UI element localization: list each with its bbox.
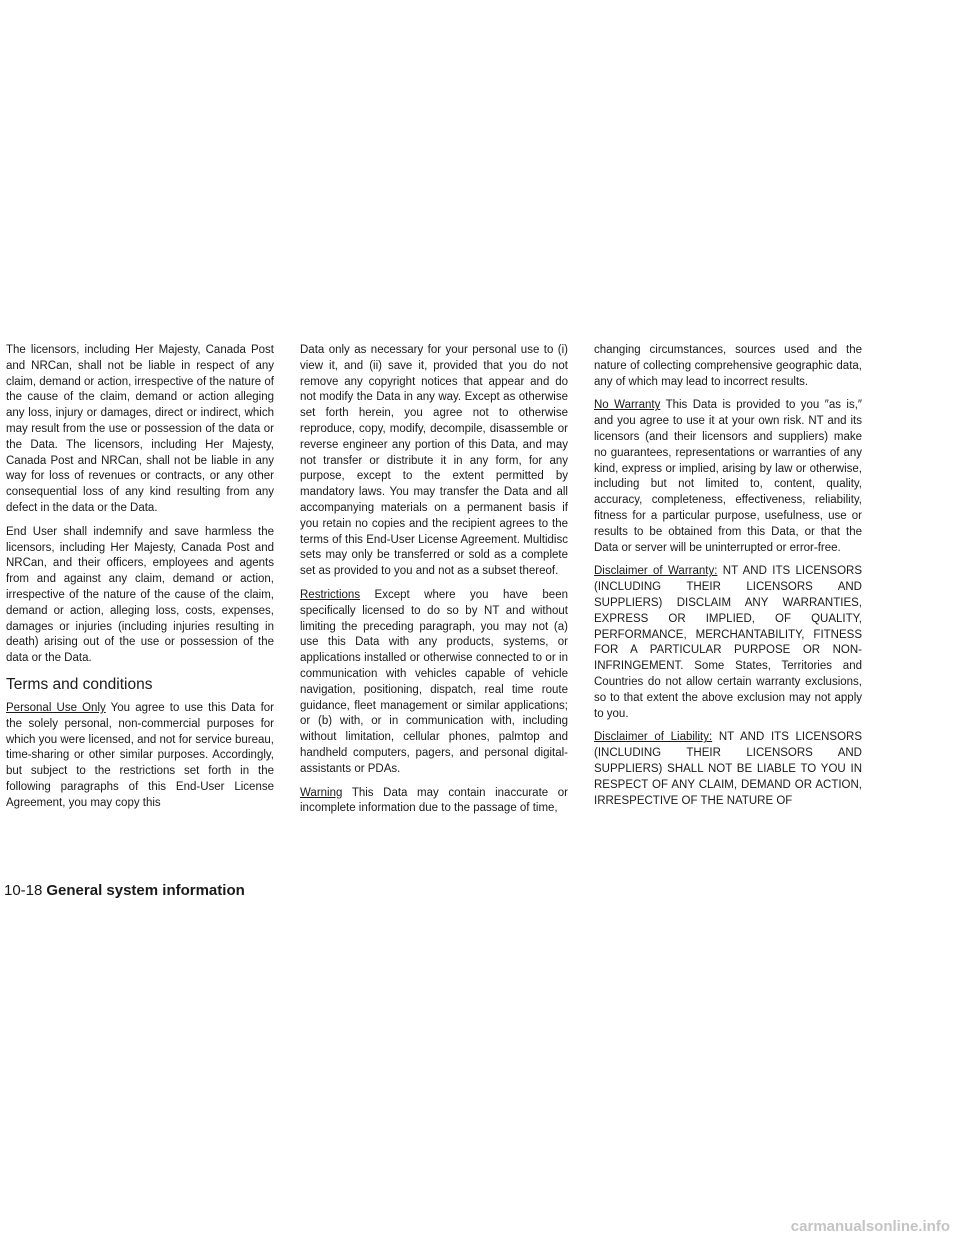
paragraph-indemnify: End User shall indemnify and save harmless the licensors, including Her Majesty, Canada Post and NRCan, and their officers, employees and agents from and against any claim, demand or action, irrespective of the nature of the cause of the claim, demand or action, alleging loss, costs, expenses, damages or injuries (including injuries resulting in death) arising out of the use or possession of the data or the Data. (6, 525, 274, 665)
paragraph-personal-use (6, 701, 274, 812)
paragraph-restrictions (300, 588, 568, 778)
term-label-disclaimer-warranty: Disclaimer of Warranty: (594, 565, 718, 578)
term-label-restrictions: Restrictions (300, 588, 361, 601)
paragraph-no-warranty (594, 398, 862, 556)
page-number: 10-18 (4, 882, 43, 899)
term-label-warning: Warning (300, 786, 343, 799)
term-text-no-warranty: This Data is provided to you ″as is,″ and you agree to use it at your own risk. NT and its licensors (and their licensors and suppliers) make no guarantees, representations or warranties of any kind, express or implied, arising by law or otherwise, including but not limited to, content, quality, accuracy, completeness, effectiveness, reliability, fitness for a particular purpose, usefulness, use or results to be obtained from this Data, or that the Data or server will be uninterrupted or error-free. (594, 399, 862, 554)
paragraph-disclaimer-warranty (594, 564, 862, 722)
paragraph-changing-circumstances: changing circumstances, sources used and the nature of collecting comprehensive geographic data, any of which may lead to incorrect results. (594, 344, 862, 388)
text-column-3 (594, 343, 862, 817)
term-label-personal-use: Personal Use Only (6, 701, 106, 714)
term-text-warning: This Data may contain inaccurate or incomplete information due to the passage of time, (300, 786, 568, 815)
term-text-personal-use: You agree to use this Data for the solely personal, non-commercial purposes for which you were licensed, and not for service bureau, time-sharing or other similar purposes. Accordingly, but subject to the restrictions set forth in the following paragraphs of this End-User License Agreement, you may copy this (6, 701, 275, 809)
term-text-disclaimer-warranty: NT AND ITS LICENSORS (INCLUDING THEIR LICENSORS AND SUPPLIERS) DISCLAIM ANY WARRANTIES, EXPRESS OR IMPLIED, OF QUALITY, PERFORMANCE, MERCHANTABILITY, FITNESS FOR A PARTICULAR PURPOSE OR NON-INFRINGEMENT. Some States, Territories and Countries do not allow certain warranty exclusions, so to that extent the above exclusion may not apply to you. (594, 565, 862, 720)
term-text-restrictions: Except where you have been specifically licensed to do so by NT and without limiting the preceding paragraph, you may not (a) use this Data with any products, systems, or applications installed or otherwise connected to or in communication with vehicles capable of vehicle navigation, positioning, dispatch, real time route guidance, fleet management or similar applications; or (b) with, or in communication with, including without limitation, cellular phones, palmtop and handheld computers, pagers, and personal digital-assistants or PDAs. (300, 588, 568, 775)
term-label-no-warranty: No Warranty (594, 399, 661, 412)
term-label-disclaimer-liability: Disclaimer of Liability: (594, 731, 713, 744)
term-text-disclaimer-liability: NT AND ITS LICENSORS (INCLUDING THEIR LICENSORS AND SUPPLIERS) SHALL NOT BE LIABLE TO YOU IN RESPECT OF ANY CLAIM, DEMAND OR ACTION, IRRESPECTIVE OF THE NATURE OF (594, 731, 862, 807)
site-watermark: carmanualsonline.info (790, 1218, 950, 1235)
footer-section-title: General system information (46, 882, 245, 899)
page-footer (4, 882, 245, 900)
paragraph-licensor-liability: The licensors, including Her Majesty, Canada Post and NRCan, shall not be liable in respect of any claim, demand or action, irrespective of the nature of the cause of the claim, demand or action alleging any loss, injury or damages, direct or indirect, which may result from the use or possession of the data or the Data. The licensors, including Her Majesty, Canada Post and NRCan, shall not be liable in any way for loss of revenues or contracts, or any other consequential loss of any kind resulting from any defect in the data or the Data. (6, 344, 274, 514)
text-column-2 (300, 343, 568, 825)
text-column-1 (6, 343, 274, 820)
paragraph-disclaimer-liability (594, 730, 862, 809)
paragraph-warning (300, 786, 568, 818)
section-heading-terms: Terms and conditions (6, 675, 153, 693)
paragraph-copy-terms: Data only as necessary for your personal use to (i) view it, and (ii) save it, provided that you do not remove any copyright notices that appear and do not modify the Data in any way. Except as otherwise set forth herein, you agree not to otherwise reproduce, copy, modify, decompile, disassemble or reverse engineer any portion of this Data, and may not transfer or distribute it in any form, for any purpose, except to the extent permitted by mandatory laws. You may transfer the Data and all accompanying materials on a permanent basis if you retain no copies and the recipient agrees to the terms of this End-User License Agreement. Multidisc sets may only be transferred or sold as a complete set as provided to you and not as a subset thereof. (300, 344, 568, 578)
